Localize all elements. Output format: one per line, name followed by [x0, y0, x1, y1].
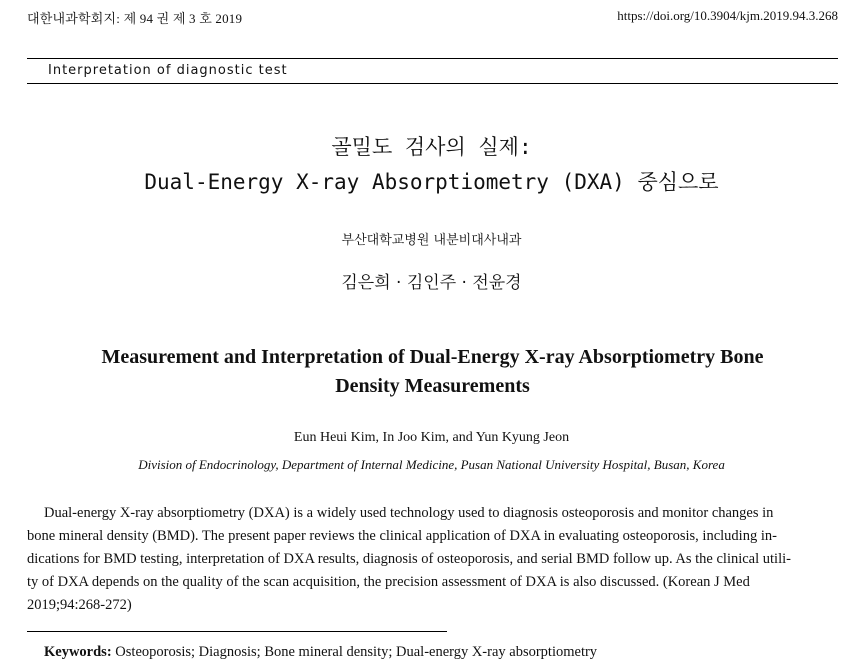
keywords-text: Osteoporosis; Diagnosis; Bone mineral density; Dual-energy X-ray absorptiometry	[111, 644, 598, 660]
keywords-rule	[27, 631, 447, 632]
keywords-label: Keywords:	[44, 644, 112, 660]
section-rule-bottom	[27, 83, 838, 84]
korean-authors: 김은희 · 김인주 · 전윤경	[341, 273, 522, 293]
english-authors: Eun Heui Kim, In Joo Kim, and Yun Kyung Jeon	[293, 430, 570, 445]
english-title-line1: Measurement and Interpretation of Dual-Energy X-ray Absorptiometry Bone	[101, 346, 764, 368]
journal-citation: 대한내과학회지: 제 94 권 제 3 호 2019	[27, 11, 243, 26]
abstract-line: Dual-energy X-ray absorptiometry (DXA) is a widely used technology used to diagnosis osteoporosis and monitor changes in	[44, 505, 774, 521]
english-title-line2: Density Measurements	[335, 375, 530, 397]
korean-title-line1: 골밀도 검사의 실제:	[331, 135, 532, 159]
abstract-line: bone mineral density (BMD). The present paper reviews the clinical application of DXA in evaluating osteoporosis, including in-	[27, 528, 777, 544]
keywords	[44, 644, 597, 661]
section-label: Interpretation of diagnostic test	[48, 63, 288, 78]
abstract	[27, 502, 840, 617]
english-affiliation: Division of Endocrinology, Department of Internal Medicine, Pusan National University Hospital, Busan, Korea	[138, 457, 725, 472]
abstract-line: 2019;94:268-272)	[27, 597, 132, 613]
korean-title-line2: Dual-Energy X-ray Absorptiometry (DXA) 중심으로	[144, 170, 719, 194]
korean-affiliation: 부산대학교병원 내분비대사내과	[341, 233, 522, 248]
abstract-line: ty of DXA depends on the quality of the scan acquisition, the precision assessment of DXA is also discussed. (Korean J Med	[27, 574, 750, 590]
doi-link[interactable]: https://doi.org/10.3904/kjm.2019.94.3.268	[617, 8, 838, 23]
abstract-line: dications for BMD testing, interpretation of DXA results, diagnosis of osteoporosis, and serial BMD follow up. As the clinical utili-	[27, 551, 791, 567]
section-rule-top	[27, 58, 838, 59]
